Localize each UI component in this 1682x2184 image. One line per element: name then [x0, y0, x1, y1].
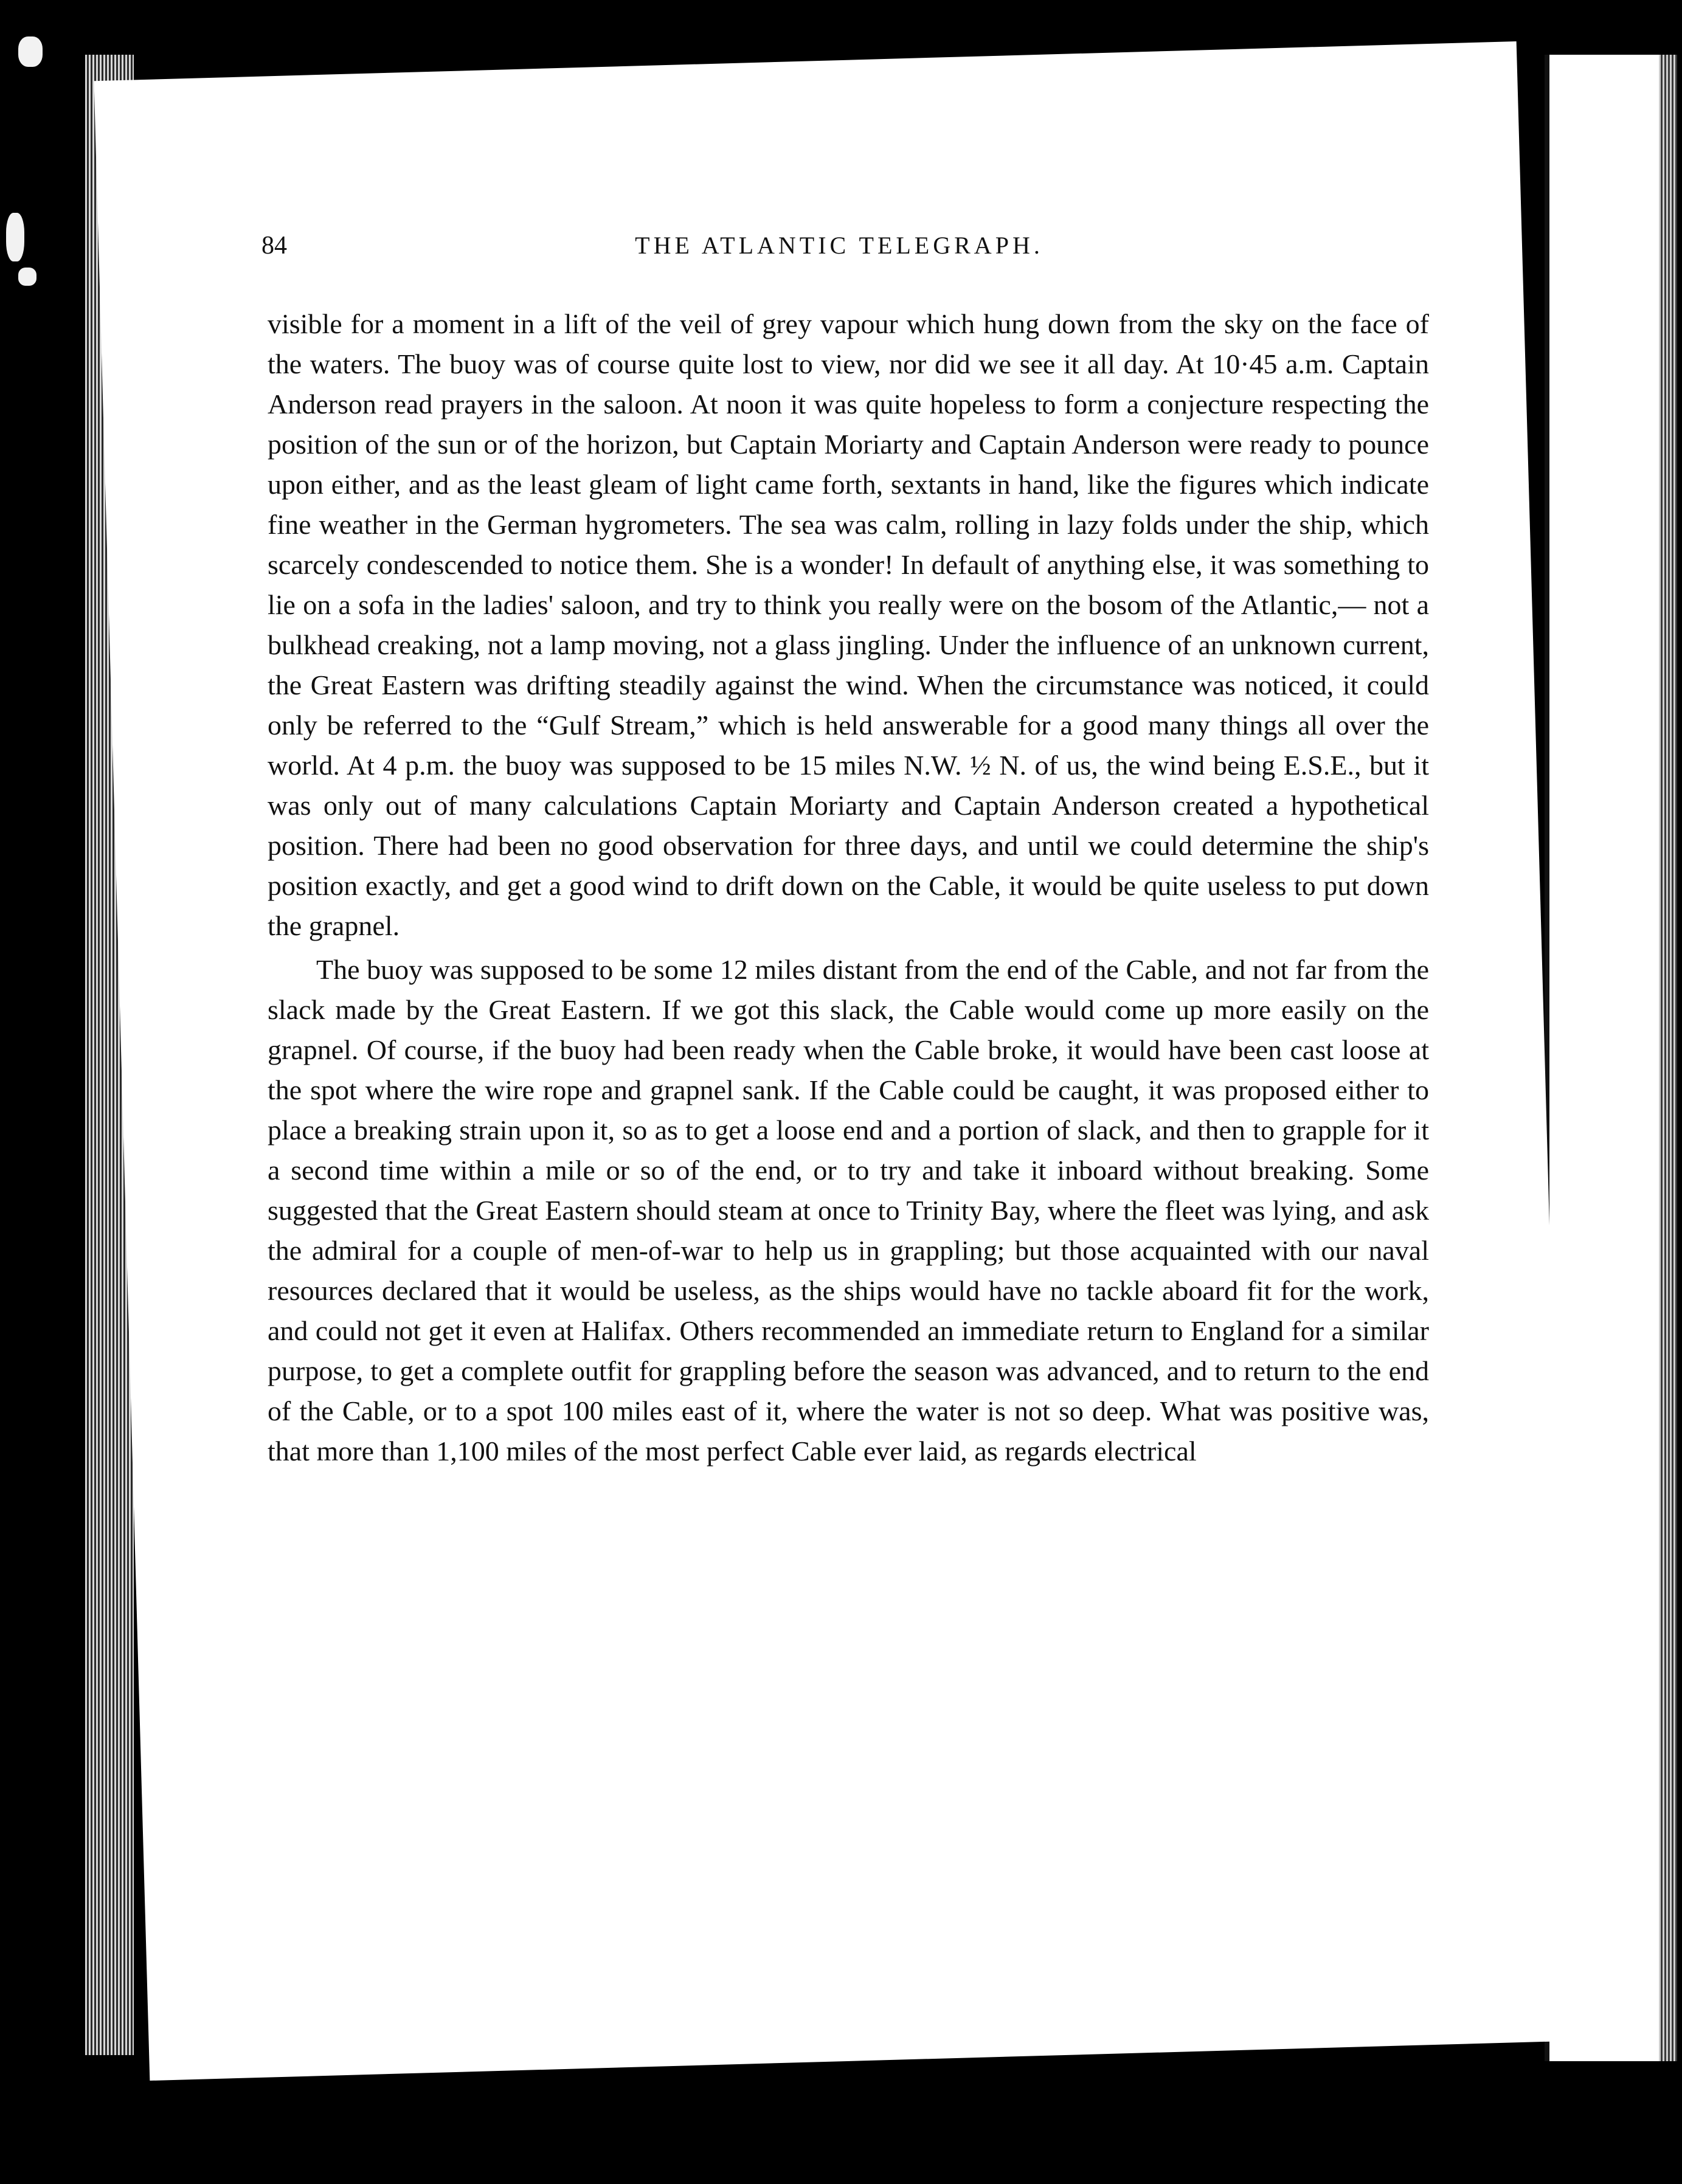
facing-page-edges [1659, 55, 1677, 2061]
paragraph: visible for a moment in a lift of the veil of grey vapour which hung down from the sky on the face of the waters. The buoy was of course quite lost to view, nor did we see it all day. At 10·45 a.m. Captain Anderson read prayers in the saloon. At noon it was quite hopeless to form a conjecture respecting the position of the sun or of the horizon, but Captain Moriarty and Captain Anderson were ready to pounce upon either, and as the least gleam of light came forth, sextants in hand, like the figures which indicate fine weather in the German hygrometers. The sea was calm, rolling in lazy folds under the ship, which scarcely condescended to notice them. She is a wonder! In default of anything else, it was something to lie on a sofa in the ladies' saloon, and try to think you really were on the bosom of the Atlantic,— not a bulkhead creaking, not a lamp moving, not a glass jingling. Under the influence of an unknown current, the Great Eastern was drifting steadily against the wind. When the circumstance was noticed, it could only be referred to the “Gulf Stream,” which is held answerable for a good many things all over the world. At 4 p.m. the buoy was supposed to be 15 miles N.W. ½ N. of us, the wind being E.S.E., but it was only out of many calculations Captain Moriarty and Captain Anderson created a hypothetical position. There had been no good observation for three days, and until we could determine the ship's position exactly, and get a good wind to drift down on the Cable, it would be quite useless to put down the grapnel. [268, 308, 1429, 941]
binding-mark [18, 268, 36, 286]
body-text [268, 304, 1429, 1471]
binding-mark [18, 36, 43, 67]
paragraph: The buoy was supposed to be some 12 miles distant from the end of the Cable, and not far from the slack made by the Great Eastern. If we got this slack, the Cable would come up more easily on the grapnel. Of course, if the buoy had been ready when the Cable broke, it would have been cast loose at the spot where the wire rope and grapnel sank. If the Cable could be caught, it was proposed either to place a breaking strain upon it, so as to get a loose end and a portion of slack, and then to grapple for it a second time within a mile or so of the end, or to try and take it inboard without breaking. Some suggested that the Great Eastern should steam at once to Trinity Bay, where the fleet was lying, and ask the admiral for a couple of men-of-war to help us in grappling; but those acquainted with our naval resources declared that it would be useless, as the ships would have no tackle aboard fit for the work, and could not get it even at Halifax. Others recommended an immediate return to England for a similar purpose, to get a complete outfit for grappling before the season was advanced, and to return to the end of the Cable, or to a spot 100 miles east of it, where the water is not so deep. What was positive was, that more than 1,100 miles of the most perfect Cable ever laid, as regards electrical [268, 954, 1429, 1467]
binding-mark [6, 213, 24, 261]
running-title: THE ATLANTIC TELEGRAPH. [635, 232, 1043, 259]
page-number: 84 [261, 232, 287, 260]
running-head [261, 231, 1417, 274]
facing-page-edge [1545, 55, 1677, 2061]
